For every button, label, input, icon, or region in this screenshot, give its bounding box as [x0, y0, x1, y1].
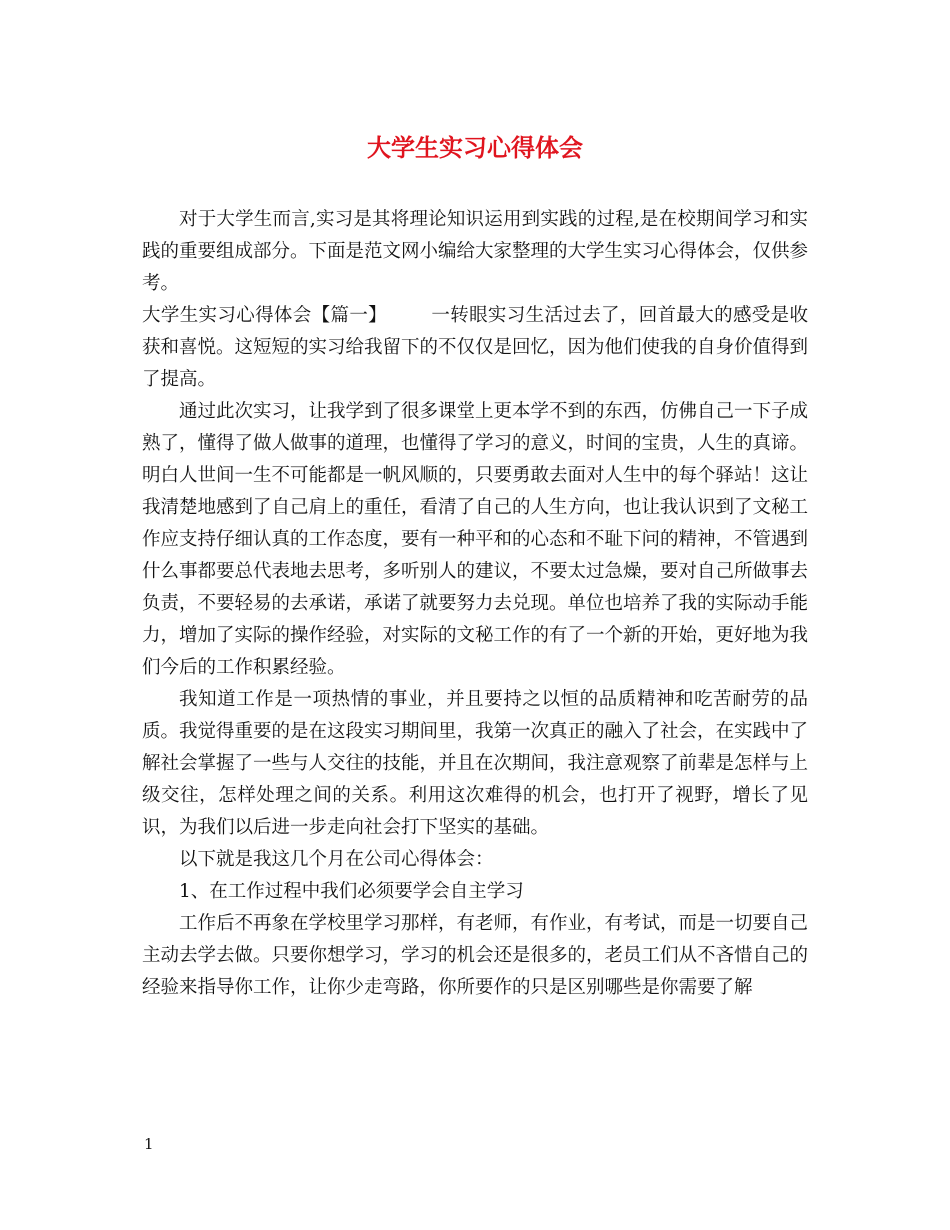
section-paragraph [142, 300, 808, 396]
section-opening-text: 一转眼实习生活过去了，回首最大的感受是收获和喜悦。这短短的实习给我留下的不仅仅是回忆，因为他们使我的自身价值得到了提高。 [142, 305, 809, 390]
body-paragraph: 以下就是我这几个月在公司心得体会： [179, 849, 494, 870]
section-heading: 大学生实习心得体会【篇一】 [142, 305, 388, 326]
document-body [142, 204, 808, 1004]
body-paragraph: 工作后不再象在学校里学习那样，有老师，有作业，有考试，而是一切要自己主动去学去做。只要你想学习，学习的机会还是很多的，老员工们从不吝惜自己的经验来指导你工作，让你少走弯路，你所要作的只是区别哪些是你需要了解 [142, 913, 809, 998]
numbered-subheading: 1、在工作过程中我们必须要学会自主学习 [179, 881, 524, 902]
document-title: 大学生实习心得体会 [367, 133, 583, 162]
body-paragraph: 我知道工作是一项热情的事业，并且要持之以恒的品质精神和吃苦耐劳的品质。我觉得重要的是在这段实习期间里，我第一次真正的融入了社会，在实践中了解社会掌握了一些与人交往的技能，并且在次期间，我注意观察了前辈是怎样与上级交往，怎样处理之间的关系。利用这次难得的机会，也打开了视野，增长了见识，为我们以后进一步走向社会打下坚实的基础。 [142, 689, 809, 838]
page-number: 1 [144, 1135, 154, 1153]
intro-paragraph: 对于大学生而言,实习是其将理论知识运用到实践的过程,是在校期间学习和实践的重要组成部分。下面是范文网小编给大家整理的大学生实习心得体会，仅供参考。 [142, 209, 809, 294]
body-paragraph: 通过此次实习，让我学到了很多课堂上更本学不到的东西，仿佛自己一下子成熟了，懂得了做人做事的道理，也懂得了学习的意义，时间的宝贵，人生的真谛。明白人世间一生不可能都是一帆风顺的，只要勇敢去面对人生中的每个驿站！这让我清楚地感到了自己肩上的重任，看清了自己的人生方向，也让我认识到了文秘工作应支持仔细认真的工作态度，要有一种平和的心态和不耻下问的精神，不管遇到什么事都要总代表地去思考，多听别人的建议，不要太过急燥，要对自己所做事去负责，不要轻易的去承诺，承诺了就要努力去兑现。单位也培养了我的实际动手能力，增加了实际的操作经验，对实际的文秘工作的有了一个新的开始，更好地为我们今后的工作积累经验。 [142, 401, 809, 678]
